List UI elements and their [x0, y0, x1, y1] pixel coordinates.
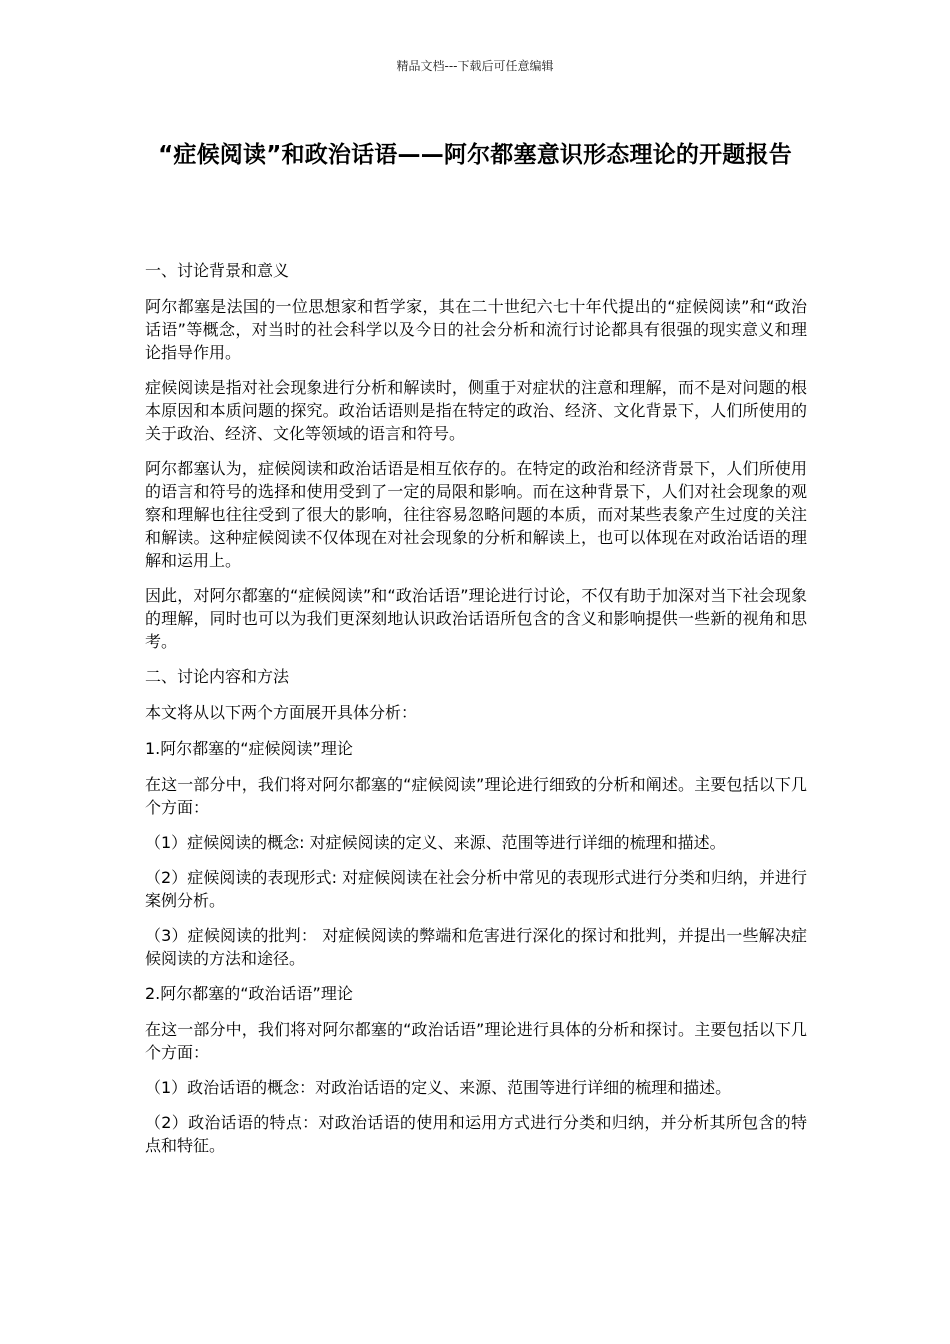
document-title: “症候阅读”和政治话语——阿尔都塞意识形态理论的开题报告	[158, 142, 792, 168]
paragraph: 本文将从以下两个方面展开具体分析：	[145, 703, 418, 722]
subsection-heading-political-discourse: 2.阿尔都塞的“政治话语”理论	[145, 984, 353, 1003]
paragraph: 因此，对阿尔都塞的“症候阅读”和“政治话语”理论进行讨论，不仅有助于加深对当下社会现象的理解，同时也可以为我们更深刻地认识政治话语所包含的含义和影响提供一些新的视角和思考。	[145, 586, 807, 651]
section-heading-content-method: 二、讨论内容和方法	[145, 667, 290, 686]
paragraph: 在这一部分中，我们将对阿尔都塞的“政治话语”理论进行具体的分析和探讨。主要包括以下几个方面：	[145, 1020, 807, 1062]
page-header: 精品文档---下载后可任意编辑	[396, 59, 554, 73]
document-body	[145, 259, 807, 1169]
list-item: （1）政治话语的概念：对政治话语的定义、来源、范围等进行详细的梳理和描述。	[145, 1078, 732, 1097]
list-item: （3）症候阅读的批判： 对症候阅读的弊端和危害进行深化的探讨和批判，并提出一些解决症候阅读的方法和途径。	[145, 926, 807, 968]
list-item: （2）政治话语的特点：对政治话语的使用和运用方式进行分类和归纳，并分析其所包含的特点和特征。	[145, 1113, 807, 1155]
paragraph: 症候阅读是指对社会现象进行分析和解读时，侧重于对症状的注意和理解，而不是对问题的根本原因和本质问题的探究。政治话语则是指在特定的政治、经济、文化背景下，人们所使用的关于政治、经济、文化等领域的语言和符号。	[145, 378, 807, 443]
list-item: （2）症候阅读的表现形式: 对症候阅读在社会分析中常见的表现形式进行分类和归纳，并进行案例分析。	[145, 868, 807, 910]
paragraph: 在这一部分中，我们将对阿尔都塞的“症候阅读”理论进行细致的分析和阐述。主要包括以下几个方面：	[145, 775, 807, 817]
list-item: （1）症候阅读的概念: 对症候阅读的定义、来源、范围等进行详细的梳理和描述。	[145, 833, 726, 852]
paragraph: 阿尔都塞是法国的一位思想家和哲学家，其在二十世纪六七十年代提出的“症候阅读”和“政治话语”等概念，对当时的社会科学以及今日的社会分析和流行讨论都具有很强的现实意义和理论指导作用。	[145, 297, 807, 362]
paragraph: 阿尔都塞认为，症候阅读和政治话语是相互依存的。在特定的政治和经济背景下，人们所使用的语言和符号的选择和使用受到了一定的局限和影响。而在这种背景下，人们对社会现象的观察和理解也往往受到了很大的影响，往往容易忽略问题的本质，而对某些表象产生过度的关注和解读。这种症候阅读不仅体现在对社会现象的分析和解读上，也可以体现在对政治话语的理解和运用上。	[145, 459, 807, 570]
section-heading-background: 一、讨论背景和意义	[145, 261, 290, 280]
subsection-heading-symptomatic-reading: 1.阿尔都塞的“症候阅读”理论	[145, 739, 353, 758]
